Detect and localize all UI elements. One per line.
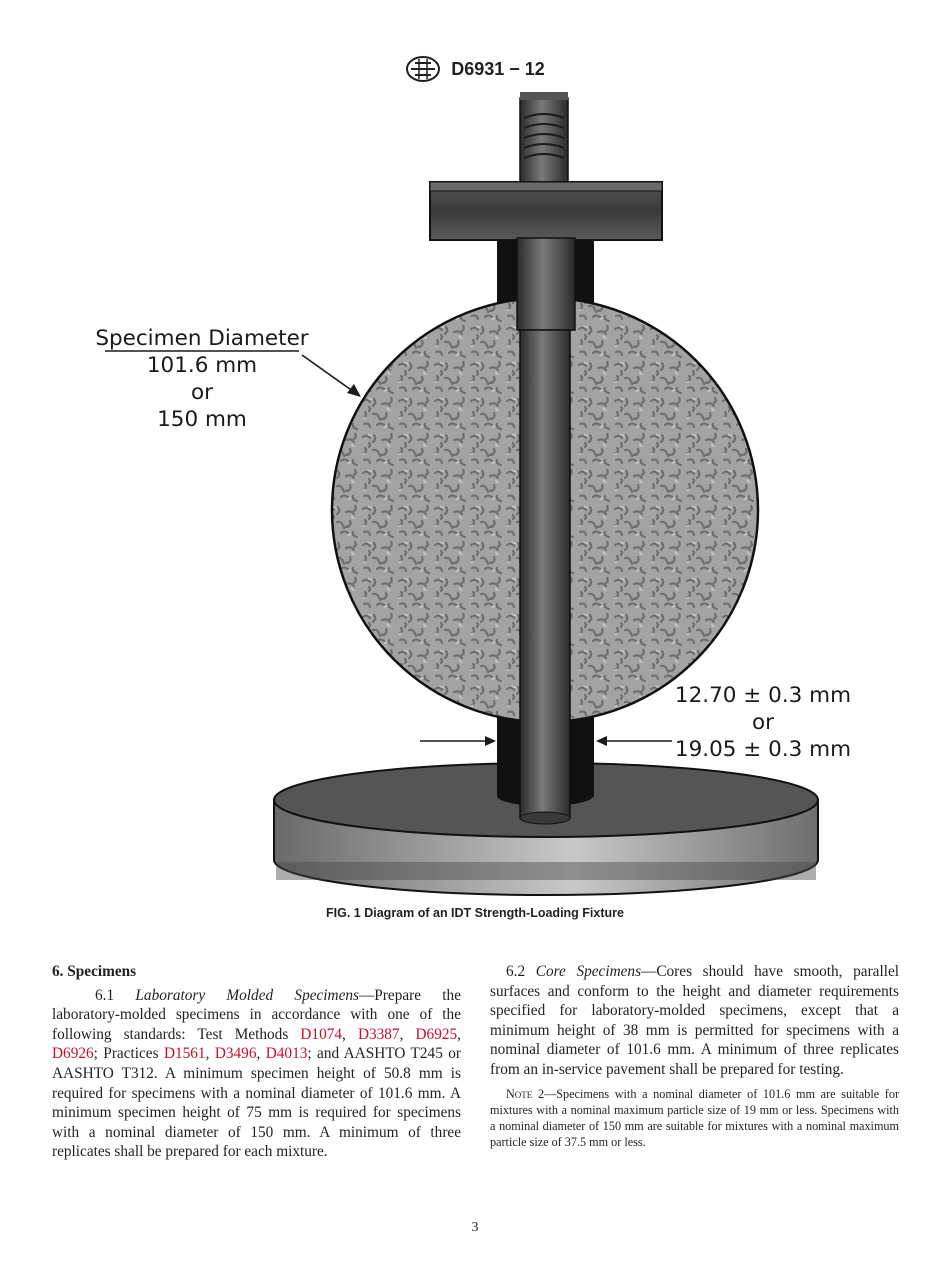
guide-post xyxy=(520,330,570,818)
guide-bushing xyxy=(517,238,575,330)
diameter-arrow xyxy=(302,355,354,392)
paragraph-6-2-title: Core Specimens xyxy=(535,963,642,980)
section-heading: 6. Specimens xyxy=(52,963,137,980)
ref-d1561-link[interactable]: D1561 xyxy=(163,1045,206,1063)
strip-width-value-1: 12.70 ± 0.3 mm xyxy=(674,683,852,708)
diameter-or: or xyxy=(191,380,213,405)
ref-d6925-link[interactable]: D6925 xyxy=(415,1025,458,1043)
paragraph-6-1-title: Laboratory Molded Specimens xyxy=(135,986,359,1004)
diameter-annotation xyxy=(95,326,361,432)
diameter-value-1: 101.6 mm xyxy=(146,353,258,378)
strip-width-or: or xyxy=(752,710,774,735)
left-column xyxy=(52,962,461,1162)
ref-d3496-link[interactable]: D3496 xyxy=(214,1045,257,1063)
diameter-value-2: 150 mm xyxy=(157,407,247,432)
ref-d6926-link[interactable]: D6926 xyxy=(52,1045,94,1063)
figure-caption: FIG. 1 Diagram of an IDT Strength-Loading Fixture xyxy=(326,906,624,920)
diameter-label-title: Specimen Diameter xyxy=(95,326,309,351)
threaded-rod xyxy=(520,92,568,184)
paragraph-6-2: 6.2 Core Specimens—Cores should have smooth, parallel surfaces and conform to the height and diameter requirements specified for laboratory-molded specimens, except that a minimum height of 38 mm is permitted for specimens with a nominal diameter of 101.6 mm. A minimum of three replicates from an in-service pavement shall be prepared for testing. xyxy=(490,963,900,1078)
ref-d4013-link[interactable]: D4013 xyxy=(265,1045,308,1063)
paragraph-6-1: 6.1 Laboratory Molded Specimens—Prepare the laboratory-molded specimens in accordance with one of the following standards: Test Methods D1074, D3387, D6925, D6926; Practices D1561, D3496, D4013; and AASHTO T245 or AASHTO T312. A minimum specimen height of 50.8 mm is required for specimens with a nominal diameter of 101.6 mm. A minimum specimen height of 75 mm is required for specimens with a nominal diameter of 150 mm. A minimum of three replicates shall be prepared for each mixture. xyxy=(52,986,461,1161)
standard-designation: D6931 − 12 xyxy=(451,58,545,79)
note-2: Note 2—Specimens with a nominal diameter of 101.6 mm are suitable for mixtures with a nominal maximum particle size of 19 mm or less. Specimens with a nominal diameter of 150 mm are suitable for mixtures with a nominal maximum particle size of 37.5 mm or less. xyxy=(490,1086,900,1149)
ref-d3387-link[interactable]: D3387 xyxy=(357,1025,400,1043)
ref-d1074-link[interactable]: D1074 xyxy=(300,1025,343,1043)
note-label: Note 2 xyxy=(506,1086,545,1101)
strip-width-value-2: 19.05 ± 0.3 mm xyxy=(674,737,852,762)
right-column xyxy=(490,962,899,1150)
page-number: 3 xyxy=(471,1220,479,1235)
